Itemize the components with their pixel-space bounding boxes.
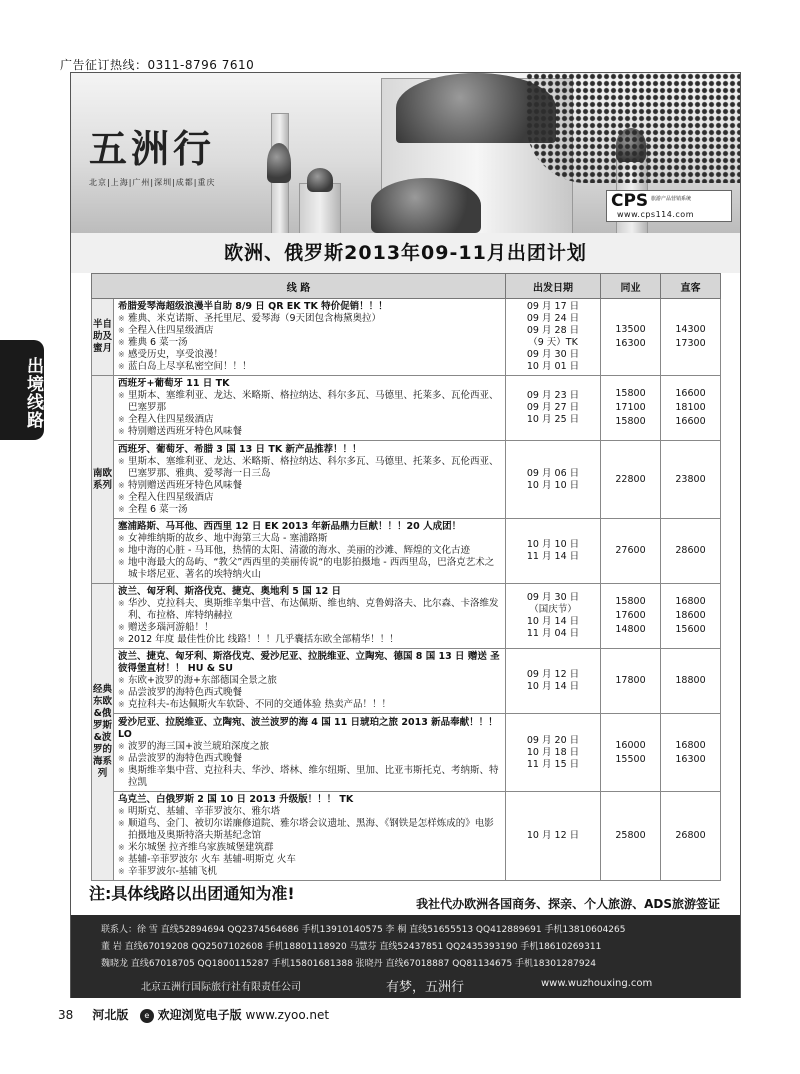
route-title: 波兰、捷克、匈牙利、斯洛伐克、爱沙尼亚、拉脱维亚、立陶宛、德国 8 国 13 日 赠送 圣彼得堡直材！！ HU & SU xyxy=(118,651,500,675)
category-cell: 南欧系列 xyxy=(92,376,114,584)
direct-price: 16800 xyxy=(675,739,706,751)
departure-date: 10 月 14 日 xyxy=(526,681,580,693)
header-direct-price: 直客 xyxy=(661,274,721,299)
direct-price: 18800 xyxy=(675,675,706,687)
trade-price: 17100 xyxy=(615,402,646,414)
route-item: ※ 克拉科夫-布达佩斯火车软卧、不同的交通体验 热卖产品！！！ xyxy=(118,699,501,711)
direct-price-cell xyxy=(661,714,721,791)
departure-date: 10 月 10 日 xyxy=(526,538,580,550)
side-tab: 出境线路 xyxy=(0,340,44,440)
route-item: ※ 明斯克、基辅、辛菲罗波尔、雅尔塔 xyxy=(118,806,501,818)
route-item: ※ 感受历史，享受浪漫！ xyxy=(118,349,501,361)
departure-date: 09 月 28 日 xyxy=(526,325,580,337)
trade-price-cell xyxy=(601,583,661,648)
route-item: ※ 品尝波罗的海特色西式晚餐 xyxy=(118,753,501,765)
contact-panel xyxy=(71,915,740,998)
header-trade-price: 同业 xyxy=(601,274,661,299)
departure-dates xyxy=(506,518,601,583)
route-item: ※ 全程入住四星级酒店 xyxy=(118,325,501,337)
direct-price: 16600 xyxy=(675,416,706,428)
edition-label: 河北版 xyxy=(92,1008,129,1022)
route-title: 乌克兰、白俄罗斯 2 国 10 日 2013 升级版！！！ TK xyxy=(118,793,354,805)
trade-price: 15800 xyxy=(615,388,646,400)
route-item: ※ 女神维纳斯的故乡、地中海第三大岛 - 塞浦路斯 xyxy=(118,533,501,545)
route-title: 塞浦路斯、马耳他、西西里 12 日 EK 2013 年新品鼎力巨献！！！20 人成团！ xyxy=(118,520,462,532)
cps-logo: CPS 旅游产品营销系统 www.cps114.com xyxy=(606,190,732,222)
route-item: ※ 蓝白岛上尽享私密空间！！！ xyxy=(118,361,501,373)
company-name: 北京五洲行国际旅行社有限责任公司 xyxy=(141,982,301,993)
trade-price: 25800 xyxy=(615,829,646,841)
direct-price: 23800 xyxy=(675,473,706,485)
route-item: ※ 基辅-辛菲罗波尔 火车 基辅-明斯克 火车 xyxy=(118,854,501,866)
page-number: 38 xyxy=(58,1008,74,1022)
route-item: ※ 特别赠送西班牙特色风味餐 xyxy=(118,480,501,492)
direct-price: 26800 xyxy=(675,829,706,841)
departure-dates xyxy=(506,649,601,714)
departure-date: 09 月 20 日 xyxy=(526,734,580,746)
trade-price: 13500 xyxy=(615,324,646,336)
contact-row: 魏晓龙 直线67018705 QQ1800115287 手机15801681388 张晓丹 直线67018887 QQ81134675 手机18301287924 xyxy=(101,959,597,969)
direct-price-cell xyxy=(661,441,721,518)
direct-price-cell xyxy=(661,299,721,376)
route-title: 波兰、匈牙利、斯洛伐克、捷克、奥地利 5 国 12 日 xyxy=(118,586,342,598)
route-item: ※ 特别赠送西班牙特色风味餐 xyxy=(118,426,501,438)
table-row xyxy=(92,791,721,880)
category-cell: 半自助及蜜月 xyxy=(92,299,114,376)
table-row xyxy=(92,583,721,648)
direct-price: 15600 xyxy=(675,624,706,636)
page-title: 欧洲、俄罗斯2013年09-11月出团计划 xyxy=(71,233,740,273)
departure-date: （9 天）TK xyxy=(528,337,578,349)
departure-date: 10 月 14 日 xyxy=(526,616,580,628)
departure-date: 09 月 30 日 xyxy=(526,592,580,604)
route-item: ※ 东欧+波罗的海+东部德国全景之旅 xyxy=(118,675,501,687)
route-item: ※ 全程入住四星级酒店 xyxy=(118,414,501,426)
route-item: ※ 辛菲罗波尔-基辅飞机 xyxy=(118,866,501,878)
route-item: ※ 奥斯维辛集中营、克拉科夫、华沙、塔林、维尔纽斯、里加、比亚韦斯托克、考纳斯、特拉凯 xyxy=(118,765,501,789)
direct-price: 18100 xyxy=(675,402,706,414)
direct-price: 17300 xyxy=(675,338,706,350)
trade-price: 16300 xyxy=(615,338,646,350)
route-cell xyxy=(114,299,506,376)
trade-price: 17800 xyxy=(615,675,646,687)
route-title: 希腊爱琴海超级浪漫半自助 8/9 日 QR EK TK 特价促销！！！ xyxy=(118,301,388,313)
company-website[interactable]: www.wuzhouxing.com xyxy=(541,978,653,989)
departure-dates xyxy=(506,299,601,376)
departure-date: 11 月 14 日 xyxy=(526,550,580,562)
header-date: 出发日期 xyxy=(506,274,601,299)
table-row xyxy=(92,518,721,583)
direct-price: 16300 xyxy=(675,753,706,765)
trade-price-cell xyxy=(601,299,661,376)
trade-price-cell xyxy=(601,714,661,791)
route-cell xyxy=(114,649,506,714)
welcome-text: 欢迎浏览电子版 xyxy=(157,1008,242,1022)
departure-dates xyxy=(506,441,601,518)
trade-price-cell xyxy=(601,518,661,583)
route-item: ※ 顺道鸟、金门、被切尔诺廉修道院、雅尔塔会议遗址、黑海、《钢铁是怎样炼成的》电影拍摄地及奥斯特洛夫斯基纪念馆 xyxy=(118,818,501,842)
route-item: ※ 全程 6 菜一汤 xyxy=(118,504,501,516)
route-item: ※ 里斯本、塞维利亚、龙达、米略斯、格拉纳达、科尔多瓦、马德里、托莱多、瓦伦西亚、巴塞罗那 xyxy=(118,390,501,414)
route-item: ※ 波罗的海三国+波兰琥珀深度之旅 xyxy=(118,741,501,753)
trade-price: 22800 xyxy=(615,473,646,485)
company-motto: 有梦，五洲行 xyxy=(386,980,465,995)
route-cell xyxy=(114,376,506,441)
departure-date: 09 月 17 日 xyxy=(526,301,580,313)
departure-date: 09 月 23 日 xyxy=(526,390,580,402)
route-cell xyxy=(114,518,506,583)
departure-date: 11 月 04 日 xyxy=(526,628,580,640)
direct-price: 18600 xyxy=(675,610,706,622)
departure-date: 10 月 01 日 xyxy=(526,361,580,373)
route-item: ※ 赠送多瑙河游船！！ xyxy=(118,622,501,634)
departure-dates xyxy=(506,583,601,648)
travel-advertisement xyxy=(70,72,741,998)
departure-date: 09 月 06 日 xyxy=(526,467,580,479)
direct-price-cell xyxy=(661,649,721,714)
direct-price-cell xyxy=(661,518,721,583)
company-logo: 五洲行 北京|上海|广州|深圳|成都|重庆 xyxy=(89,126,216,187)
page-footer xyxy=(58,1006,329,1023)
departure-date: 10 月 12 日 xyxy=(526,829,580,841)
ad-hotline: 广告征订热线：0311-8796 7610 xyxy=(60,58,255,72)
route-item: ※ 雅典 6 菜一汤 xyxy=(118,337,501,349)
route-cell xyxy=(114,583,506,648)
direct-price-cell xyxy=(661,583,721,648)
e-edition-icon: e xyxy=(140,1009,154,1023)
departure-date: 09 月 30 日 xyxy=(526,349,580,361)
route-item: ※ 地中海最大的岛屿、“教父”西西里的美丽传说“的电影拍摄地 - 西西里岛，巴洛克艺术之城卡塔尼亚、著名的埃特纳火山 xyxy=(118,557,501,581)
table-row xyxy=(92,441,721,518)
route-item: ※ 米尔城堡 拉齐维乌家族城堡建筑群 xyxy=(118,842,501,854)
direct-price-cell xyxy=(661,376,721,441)
departure-date: 10 月 10 日 xyxy=(526,479,580,491)
contact-row: 联系人：徐 雪 直线52894694 QQ2374564686 手机13910140575 李 桐 直线51655513 QQ412889691 手机13810604265 xyxy=(101,925,626,935)
trade-price: 17600 xyxy=(615,610,646,622)
table-row xyxy=(92,299,721,376)
departure-date: 10 月 25 日 xyxy=(526,414,580,426)
trade-price: 15500 xyxy=(615,753,646,765)
departure-dates xyxy=(506,376,601,441)
cathedral-banner xyxy=(71,73,740,233)
route-title: 西班牙、葡萄牙、希腊 3 国 13 日 TK 新产品推荐！！！ xyxy=(118,443,362,455)
departure-dates xyxy=(506,791,601,880)
schedule-note: 注:具体线路以出团通知为准! xyxy=(89,884,295,903)
route-item: ※ 里斯本、塞维利亚、龙达、米略斯、格拉纳达、科尔多瓦、马德里、托莱多、瓦伦西亚、巴塞罗那、雅典、爱琴海一日三岛 xyxy=(118,456,501,480)
header-route: 线 路 xyxy=(92,274,506,299)
table-row xyxy=(92,376,721,441)
trade-price: 16000 xyxy=(615,739,646,751)
route-cell xyxy=(114,791,506,880)
trade-price: 14800 xyxy=(615,624,646,636)
table-row xyxy=(92,714,721,791)
route-cell xyxy=(114,714,506,791)
direct-price: 16800 xyxy=(675,596,706,608)
departure-date: 10 月 18 日 xyxy=(526,746,580,758)
direct-price-cell xyxy=(661,791,721,880)
departure-date: （国庆节） xyxy=(529,604,577,616)
table-header xyxy=(92,274,721,299)
trade-price-cell xyxy=(601,376,661,441)
route-item: ※ 品尝波罗的海特色西式晚餐 xyxy=(118,687,501,699)
footer-url[interactable]: www.zyoo.net xyxy=(245,1008,330,1022)
contact-row: 董 岩 直线67019208 QQ2507102608 手机18801118920 马慧芬 直线52437851 QQ2435393190 手机18610269311 xyxy=(101,942,602,952)
direct-price: 14300 xyxy=(675,324,706,336)
route-item: ※ 雅典、米克诺斯、圣托里尼、爱琴海（9天团包含梅黛奥拉） xyxy=(118,313,501,325)
departure-dates xyxy=(506,714,601,791)
category-cell: 经典东欧&俄罗斯&波罗的海系列 xyxy=(92,583,114,880)
route-item: ※ 华沙、克拉科夫、奥斯维辛集中营、布达佩斯、维也纳、克鲁姆洛夫、比尔森、卡洛维发利、布拉格、库特纳赫拉 xyxy=(118,598,501,622)
departure-date: 09 月 27 日 xyxy=(526,402,580,414)
route-title: 爱沙尼亚、拉脱维亚、立陶宛、波兰波罗的海 4 国 11 日琥珀之旅 2013 新品奉献！！！ LO xyxy=(118,716,498,740)
trade-price: 15800 xyxy=(615,596,646,608)
table-row xyxy=(92,649,721,714)
visa-services: 我社代办欧洲各国商务、探亲、个人旅游、ADS旅游签证 xyxy=(416,897,720,911)
direct-price: 16600 xyxy=(675,388,706,400)
direct-price: 28600 xyxy=(675,544,706,556)
departure-date: 09 月 12 日 xyxy=(526,669,580,681)
tour-schedule-table xyxy=(91,273,721,881)
trade-price-cell xyxy=(601,441,661,518)
departure-date: 11 月 15 日 xyxy=(526,758,580,770)
route-title: 西班牙+葡萄牙 11 日 TK xyxy=(118,378,230,390)
departure-date: 09 月 24 日 xyxy=(526,313,580,325)
trade-price: 27600 xyxy=(615,544,646,556)
route-item: ※ 2012 年度 最佳性价比 线路！！！几乎囊括东欧全部精华！！！ xyxy=(118,634,501,646)
route-item: ※ 全程入住四星级酒店 xyxy=(118,492,501,504)
trade-price: 15800 xyxy=(615,416,646,428)
route-item: ※ 地中海的心脏 - 马耳他，热情的太阳、清澈的海水、美丽的沙滩、辉煌的文化古迹 xyxy=(118,545,501,557)
route-cell xyxy=(114,441,506,518)
trade-price-cell xyxy=(601,791,661,880)
trade-price-cell xyxy=(601,649,661,714)
